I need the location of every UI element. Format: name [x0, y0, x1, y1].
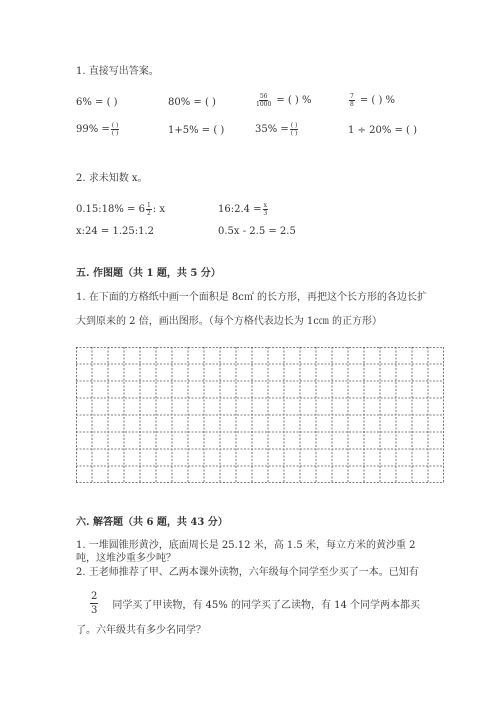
calc-item-5: 99% = $\frac{( )}{( )}$ [76, 122, 119, 137]
section-6-heading: 六. 解答题（共 6 题，共 43 分） [76, 517, 228, 528]
grid-paper[interactable] [76, 347, 444, 483]
drawing-question-line-1: 1. 在下面的方格纸中画一个面积是 8c㎡ 的长方形，再把这个长方形的各边长扩 [76, 292, 428, 303]
question-1-heading: 1. 直接写出答案。 [76, 66, 159, 77]
calc-item-8: 1 ÷ 20% = ( ) [348, 125, 418, 136]
problem-2-line-2: 2 3 同学买了甲读物，有 45% 的同学买了乙读物，有 14 个同学两本都买 [91, 591, 421, 616]
equation-4: 0.5x - 2.5 = 2.5 [218, 226, 296, 237]
question-2-heading: 2. 求未知数 x。 [76, 173, 148, 184]
fraction: $\frac{x}{3}$ [263, 202, 268, 217]
equation-3: x:24 = 1.25:1.2 [76, 226, 155, 237]
fraction: $\frac{1}{2}$ [146, 202, 151, 217]
problem-1-line-1: 1. 一堆圆锥形黄沙，底面周长是 25.12 米，高 1.5 米，每立方米的黄沙重 2 [76, 540, 416, 551]
section-5-heading: 五. 作图题（共 1 题，共 5 分） [76, 268, 221, 279]
fraction: $\frac{( )}{( )}$ [111, 122, 119, 137]
fraction: $\frac{7}{8}$ [350, 93, 354, 108]
calc-item-7: 35% = $\frac{( )}{( )}$ [255, 122, 298, 137]
equation-1: 0.15:18% = 6 $\frac{1}{2}$ : x [76, 202, 165, 217]
calc-item-4: $\frac{7}{8}$ = ( ) % [350, 93, 396, 108]
equation-2: 16:2.4 = $\frac{x}{3}$ [218, 202, 268, 217]
calc-item-1: 6% = ( ) [76, 97, 118, 108]
calc-item-6: 1+5% = ( ) [168, 125, 225, 136]
calc-item-3: $\frac{56}{1000}$ = ( ) % [256, 93, 312, 108]
fraction: $\frac{56}{1000}$ [256, 93, 272, 108]
fraction: 2 3 [91, 591, 98, 616]
problem-1-line-2: 吨，这堆沙重多少吨？ [76, 553, 176, 564]
problem-2-line-3: 了。六年级共有多少名同学？ [76, 625, 206, 636]
fraction: $\frac{( )}{( )}$ [290, 122, 298, 137]
drawing-question-line-2: 大到原来的 2 倍，画出图形。（每个方格代表边长为 1c㎝ 的正方形） [76, 316, 383, 327]
problem-2-line-1: 2. 王老师推荐了甲、乙两本课外读物，六年级每个同学至少买了一本。已知有 [76, 567, 419, 578]
calc-item-2: 80% = ( ) [168, 97, 216, 108]
